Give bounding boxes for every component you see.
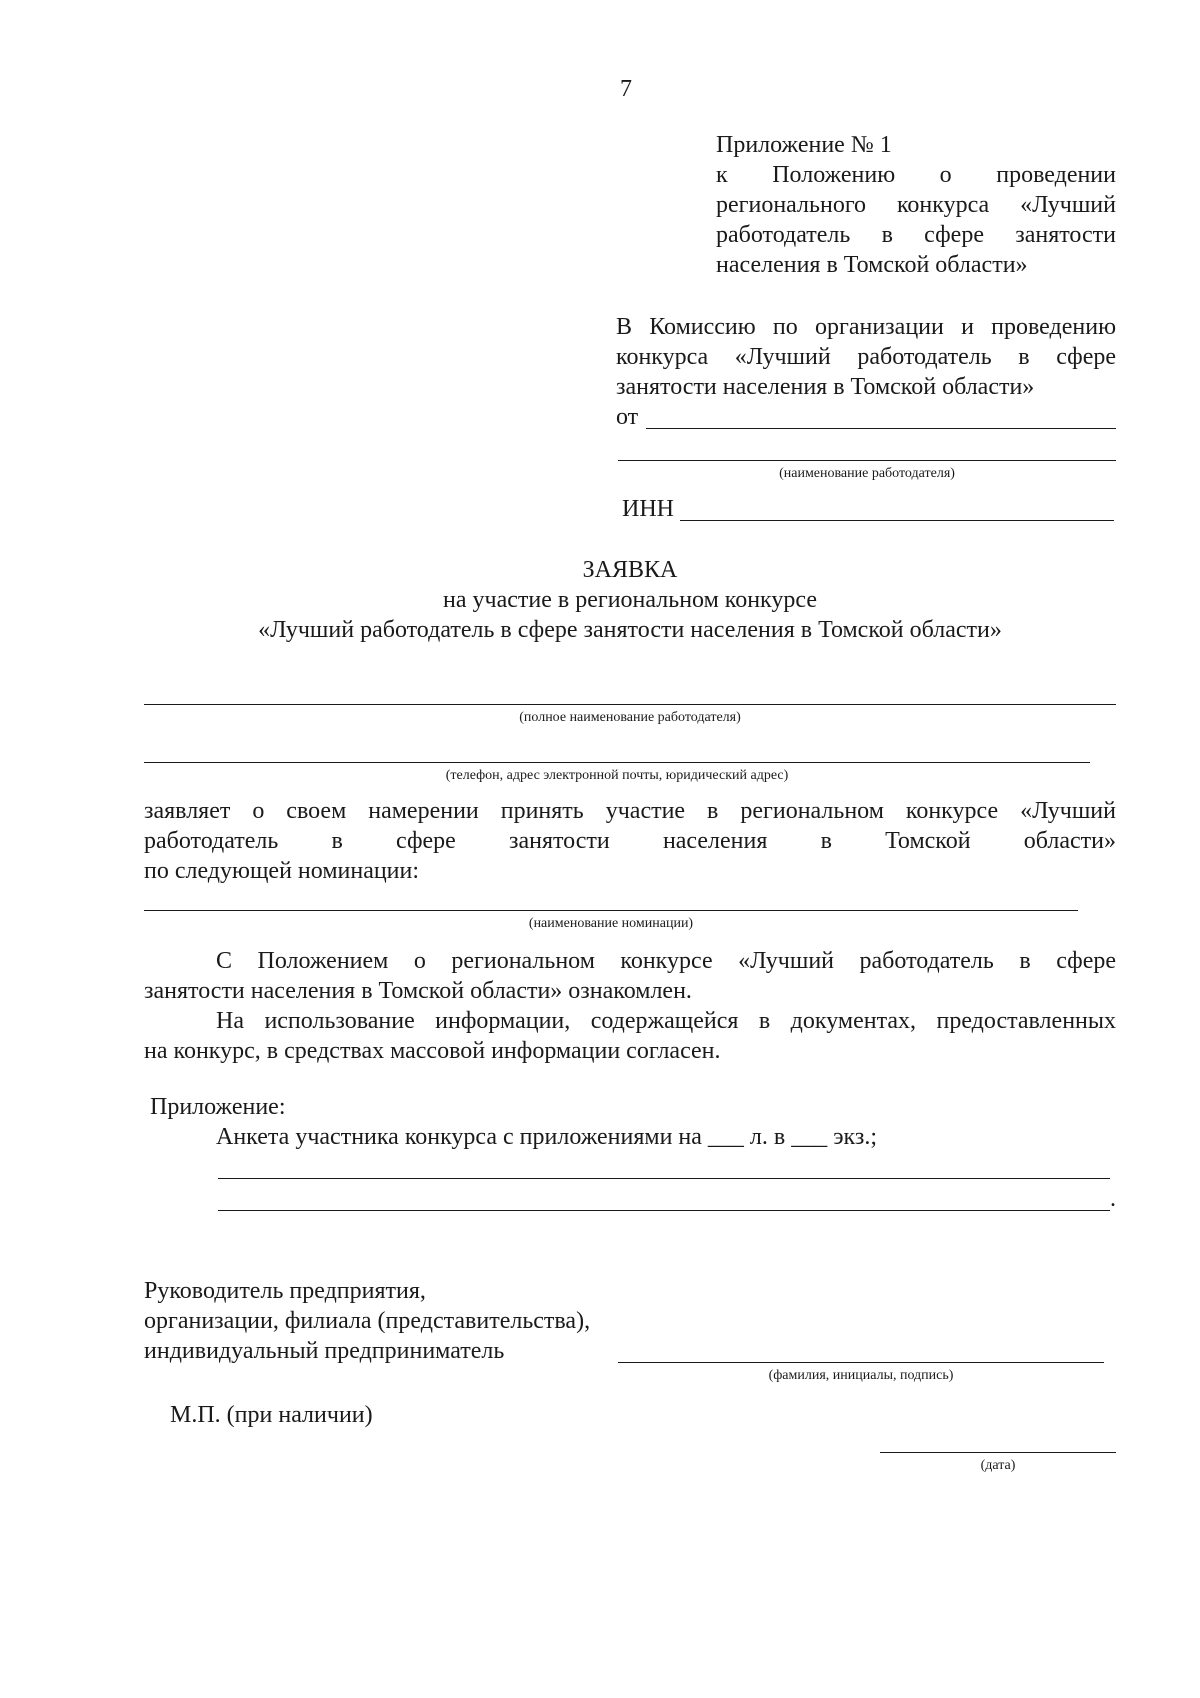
seal-note: М.П. (при наличии) <box>170 1402 373 1428</box>
attachment-item: Анкета участника конкурса с приложениями на ___ л. в ___ экз.; <box>216 1124 878 1150</box>
addressee-line: занятости населения в Томской области» <box>616 374 1035 400</box>
full-name-caption: (полное наименование работодателя) <box>519 710 741 725</box>
contacts-line[interactable] <box>144 762 1090 763</box>
paragraph-line: занятости населения в Томской области» ознакомлен. <box>144 978 692 1004</box>
contacts-caption: (телефон, адрес электронной почты, юридический адрес) <box>445 768 789 783</box>
document-title: ЗАЯВКА <box>582 557 678 583</box>
signatory-line: Руководитель предприятия, <box>144 1278 426 1304</box>
signatory-line: организации, филиала (представительства), <box>144 1308 591 1334</box>
date-line[interactable] <box>880 1452 1116 1453</box>
inn-line[interactable] <box>680 520 1114 521</box>
appendix-line: населения в Томской области» <box>716 252 1028 278</box>
paragraph-line: На использование информации, содержащейся в документах, предоставленных <box>216 1008 1116 1034</box>
from-line[interactable] <box>646 428 1116 429</box>
statement-line: работодатель в сфере занятости населения в Томской области» <box>144 828 1116 854</box>
paragraph-line: на конкурс, в средствах массовой информации согласен. <box>144 1038 721 1064</box>
employer-caption: (наименование работодателя) <box>779 466 955 481</box>
addressee-line: В Комиссию по организации и проведению <box>616 314 1116 340</box>
appendix-line: регионального конкурса «Лучший <box>716 192 1116 218</box>
paragraph-line: С Положением о региональном конкурсе «Лучший работодатель в сфере <box>216 948 1116 974</box>
full-name-line[interactable] <box>144 704 1116 705</box>
attachment-label: Приложение: <box>150 1094 286 1120</box>
statement-line: заявляет о своем намерении принять участие в региональном конкурсе «Лучший <box>144 798 1116 824</box>
from-label: от <box>616 404 639 430</box>
statement-line: по следующей номинации: <box>144 858 420 884</box>
date-caption: (дата) <box>980 1458 1016 1473</box>
attachment-end-mark: . <box>1110 1186 1116 1212</box>
signature-caption: (фамилия, инициалы, подпись) <box>768 1368 954 1383</box>
document-subtitle: «Лучший работодатель в сфере занятости населения в Томской области» <box>258 617 1002 643</box>
employer-name-line[interactable] <box>618 460 1116 461</box>
document-subtitle: на участие в региональном конкурсе <box>443 587 817 613</box>
appendix-line: к Положению о проведении <box>716 162 1116 188</box>
attachment-line[interactable] <box>218 1178 1110 1179</box>
appendix-title: Приложение № 1 <box>716 132 892 158</box>
nomination-line[interactable] <box>144 910 1078 911</box>
appendix-line: работодатель в сфере занятости <box>716 222 1116 248</box>
page-number: 7 <box>620 76 632 102</box>
nomination-caption: (наименование номинации) <box>528 916 694 931</box>
signature-line[interactable] <box>618 1362 1104 1363</box>
attachment-line[interactable] <box>218 1210 1110 1211</box>
addressee-line: конкурса «Лучший работодатель в сфере <box>616 344 1116 370</box>
inn-label: ИНН <box>622 496 674 522</box>
signatory-line: индивидуальный предприниматель <box>144 1338 505 1364</box>
